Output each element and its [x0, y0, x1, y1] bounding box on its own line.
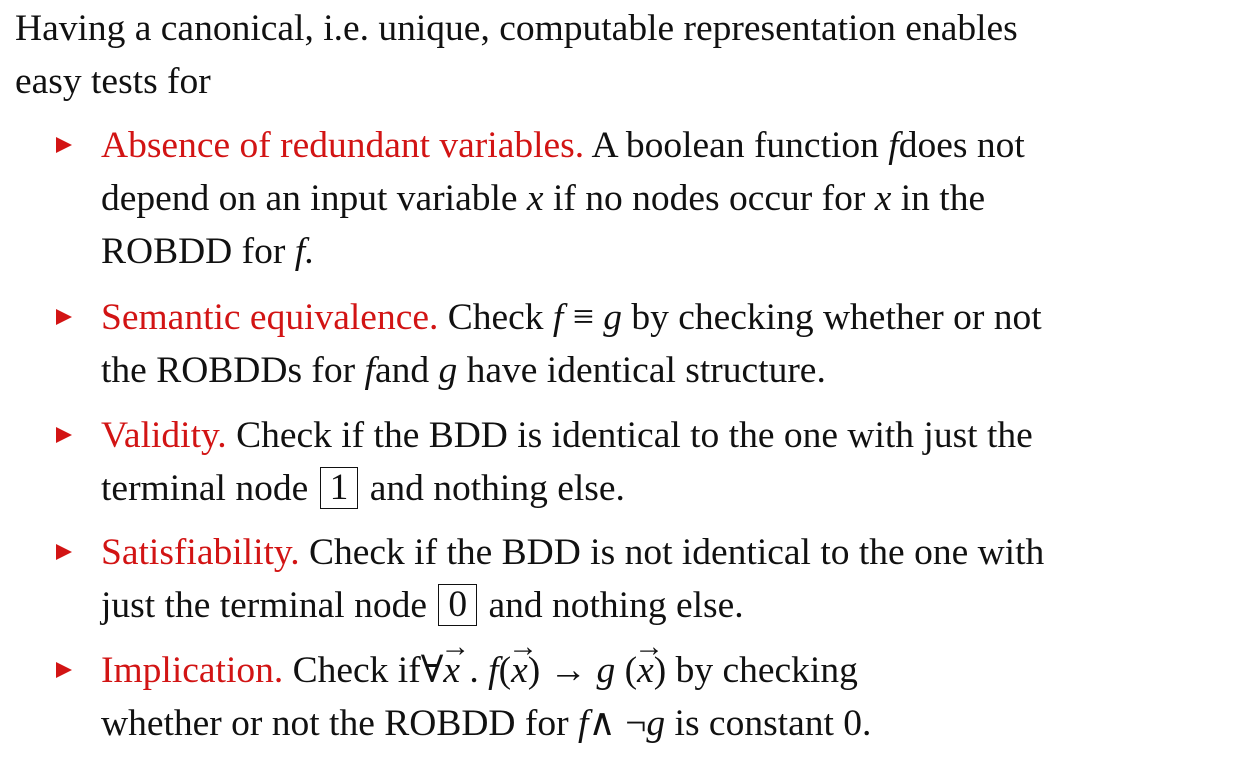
item-line [101, 172, 985, 225]
intro-line-2: easy tests for [15, 61, 211, 102]
item-line [101, 291, 1042, 344]
math-symbol: f [888, 125, 899, 166]
item-text: ROBDD for [101, 231, 286, 272]
item-text: A boolean function [591, 125, 879, 166]
vector-x-symbol: → x [443, 644, 460, 697]
item-text: by checking [675, 650, 858, 691]
triangle-bullet-icon [56, 137, 72, 153]
math-symbol: . [469, 650, 479, 691]
item-term: Implication. [101, 650, 284, 691]
math-symbol: ) [653, 650, 667, 691]
math-symbol: g [438, 350, 458, 391]
item-text: whether or not the ROBDD for [101, 703, 569, 744]
math-symbol: ∀ [420, 650, 444, 691]
item-text: Check [447, 297, 544, 338]
item-line [101, 697, 871, 750]
item-line [101, 119, 1025, 172]
triangle-bullet-icon [56, 662, 72, 678]
implies-arrow-icon: → [549, 650, 588, 691]
item-text: and [374, 350, 430, 391]
item-text: Check if [292, 650, 421, 691]
item-text: is constant [674, 703, 834, 744]
math-symbol: f [578, 703, 589, 744]
item-line [101, 409, 1033, 462]
terminal-node-box: 0 [438, 584, 477, 626]
terminal-node-box: 1 [320, 467, 359, 509]
item-text: terminal node [101, 468, 309, 509]
vector-x-symbol: → x [637, 644, 654, 697]
math-symbol: f. [294, 231, 315, 272]
item-term: Satisfiability. [101, 532, 300, 573]
item-term: Semantic equivalence. [101, 297, 439, 338]
math-symbol: g [646, 703, 666, 744]
math-symbol: 0. [843, 703, 872, 744]
item-text: have identical structure. [466, 350, 826, 391]
item-text: the ROBDDs for [101, 350, 356, 391]
item-text: does not [898, 125, 1025, 166]
item-text: Check if the BDD is not identical to the one with [308, 532, 1045, 573]
item-text: by checking whether or not [631, 297, 1042, 338]
item-text: if no nodes occur for [552, 178, 866, 219]
item-line [101, 462, 625, 515]
item-line [101, 644, 858, 697]
triangle-bullet-icon [56, 309, 72, 325]
item-text: just the terminal node [101, 585, 427, 626]
item-line [101, 344, 826, 397]
math-symbol: ¬ [625, 703, 647, 744]
item-text: depend on an input variable [101, 178, 518, 219]
math-symbol: ( [624, 650, 638, 691]
math-symbol: f [488, 650, 499, 691]
math-symbol: g [596, 650, 616, 691]
math-symbol: x [526, 178, 544, 219]
math-symbol: g [603, 297, 622, 338]
item-text: and nothing else. [369, 468, 625, 509]
intro-paragraph [15, 2, 1225, 108]
item-text: and nothing else. [488, 585, 744, 626]
vector-x-symbol: → x [511, 644, 528, 697]
triangle-bullet-icon [56, 544, 72, 560]
math-symbol: f [552, 297, 564, 338]
math-symbol: ( [498, 650, 512, 691]
math-symbol: ) [527, 650, 541, 691]
intro-line-1: Having a canonical, i.e. unique, computable representation enables [15, 8, 1018, 49]
item-term: Absence of redundant variables. [101, 125, 585, 166]
item-term: Validity. [101, 415, 227, 456]
math-symbol: f [364, 350, 375, 391]
math-symbol: x [874, 178, 892, 219]
item-line [101, 526, 1044, 579]
math-symbol: ≡ [572, 297, 594, 338]
item-line [101, 225, 315, 278]
item-text: Check if the BDD is identical to the one with just the [236, 415, 1033, 456]
math-symbol: ∧ [588, 703, 616, 744]
item-text: in the [900, 178, 986, 219]
triangle-bullet-icon [56, 427, 72, 443]
